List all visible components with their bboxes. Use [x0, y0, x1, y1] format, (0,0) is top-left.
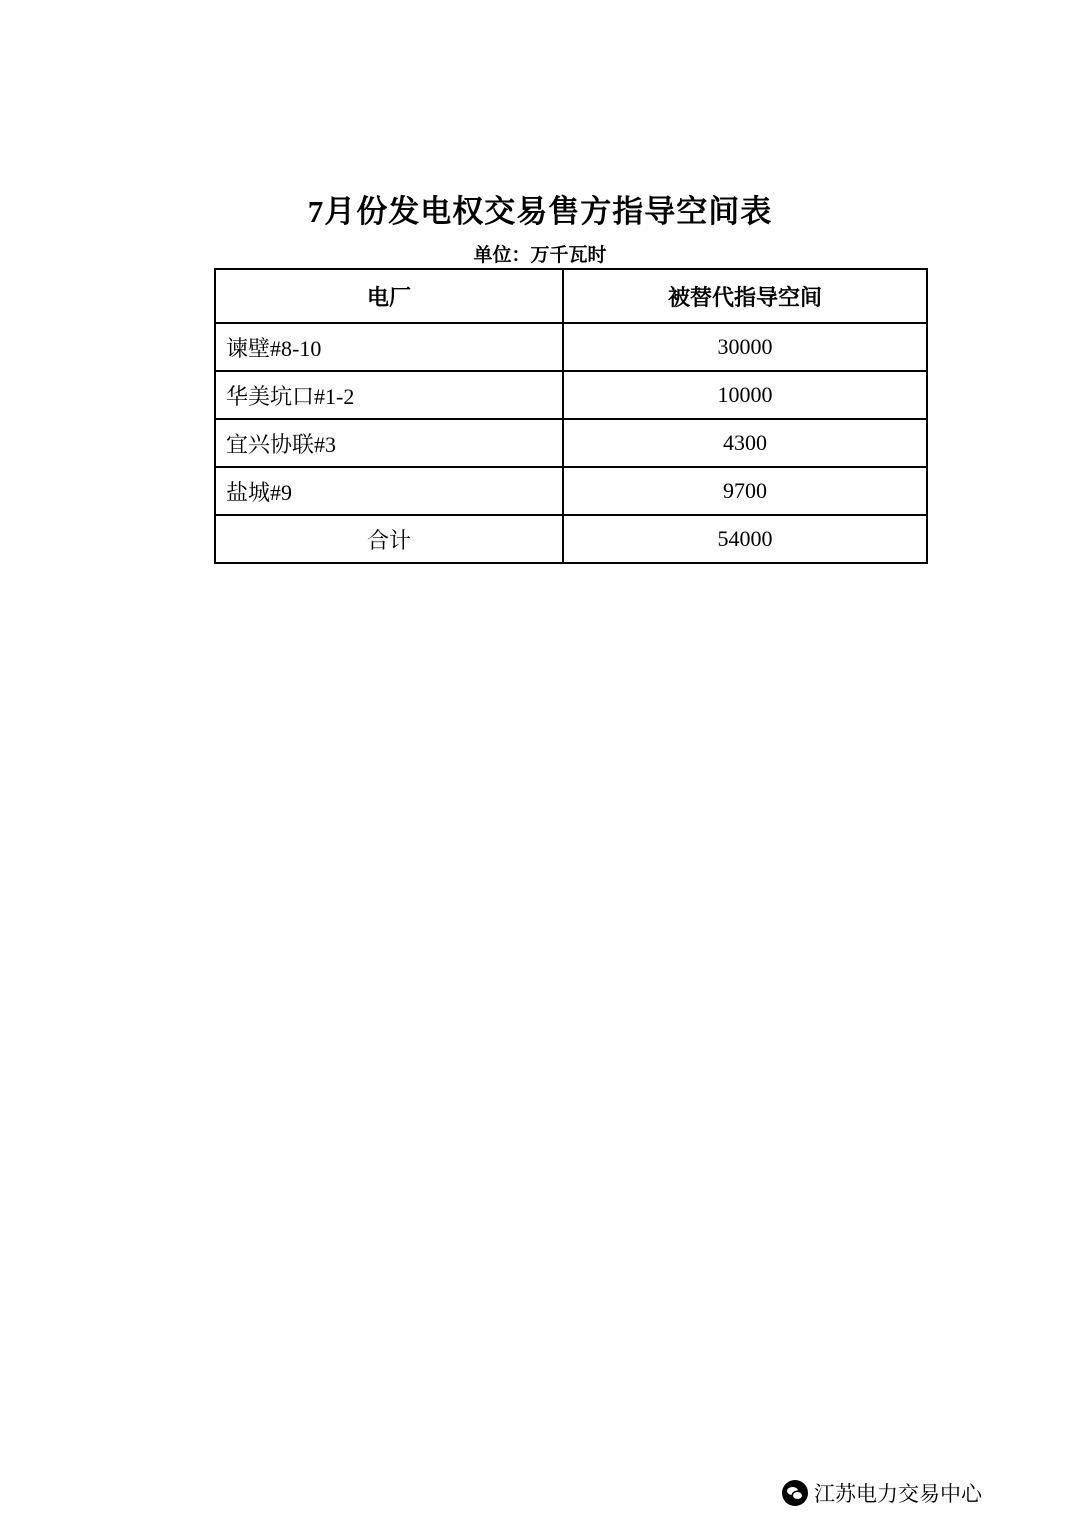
unit-note: 单位：万千瓦时: [473, 245, 607, 266]
table-row: [215, 323, 927, 371]
cell-value: 9700: [563, 467, 927, 515]
cell-plant: 华美坑口#1-2: [215, 371, 563, 419]
cell-value: 30000: [563, 323, 927, 371]
cell-value: 4300: [563, 419, 927, 467]
column-header-plant: 电厂: [215, 269, 563, 323]
footer-brand: [782, 1478, 982, 1508]
cell-plant: 宜兴协联#3: [215, 419, 563, 467]
cell-total-value: 54000: [563, 515, 927, 563]
cell-plant: 盐城#9: [215, 467, 563, 515]
table-row: [215, 419, 927, 467]
wechat-icon: [782, 1480, 808, 1506]
table-container: [214, 268, 926, 564]
cell-total-label: 合计: [215, 515, 563, 563]
page-title: 7月份发电权交易售方指导空间表: [307, 194, 773, 229]
cell-value: 10000: [563, 371, 927, 419]
column-header-value: 被替代指导空间: [563, 269, 927, 323]
table-row: [215, 467, 927, 515]
guidance-space-table: [214, 268, 928, 564]
table-header-row: [215, 269, 927, 323]
table-row: [215, 371, 927, 419]
cell-plant: 谏壁#8-10: [215, 323, 563, 371]
footer-brand-label: 江苏电力交易中心: [814, 1483, 982, 1506]
table-total-row: [215, 515, 927, 563]
